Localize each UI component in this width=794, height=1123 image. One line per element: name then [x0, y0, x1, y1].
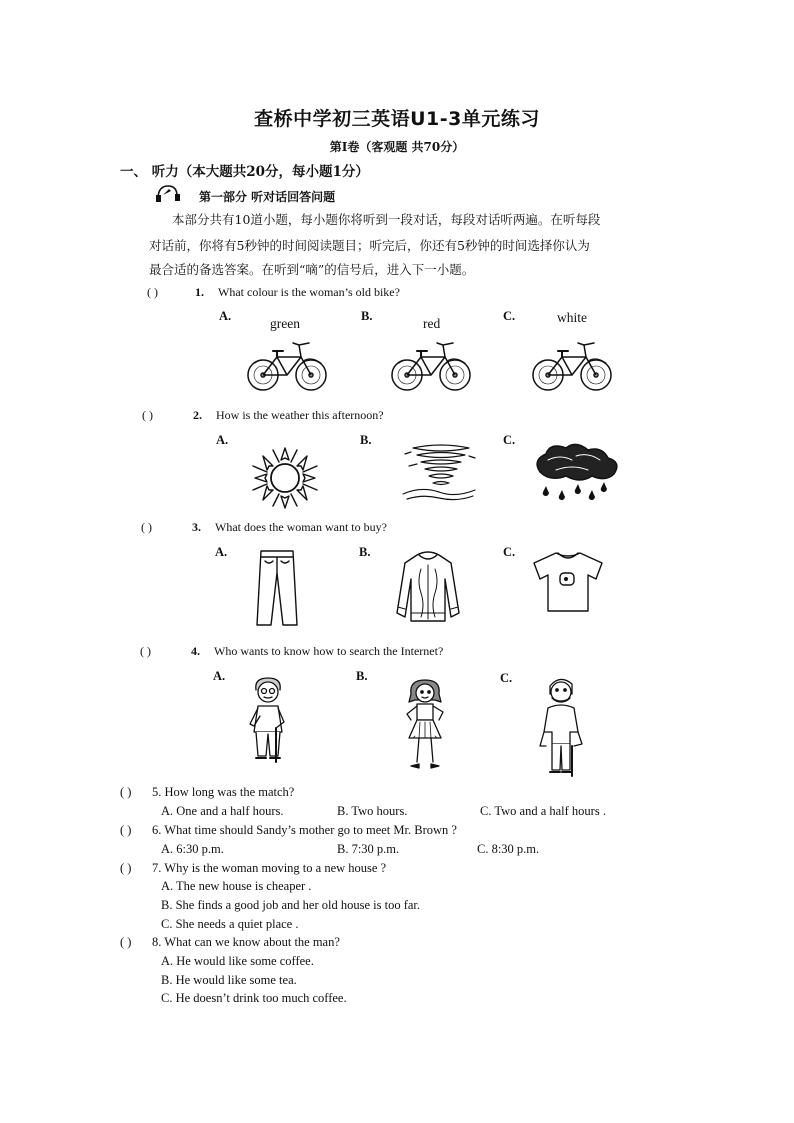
part-heading: 第一部分 听对话回答问题	[199, 190, 336, 204]
answer-option: C. 8:30 p.m.	[477, 842, 540, 856]
answer-blank[interactable]: ( )	[140, 644, 151, 658]
old-man-icon	[538, 674, 584, 778]
option-letter: A.	[219, 309, 232, 323]
tornado-icon	[403, 442, 477, 502]
section-heading: 一、 听力（本大题共20分，每小题1分）	[120, 164, 369, 180]
rain-cloud-icon	[532, 442, 622, 500]
question-text: 5. How long was the match?	[152, 785, 295, 799]
bicycle-icon	[247, 337, 327, 393]
answer-option: B. 7:30 p.m.	[337, 842, 400, 856]
answer-option: B. Two hours.	[337, 804, 408, 818]
question-number: 1.	[195, 285, 204, 299]
answer-option: A. 6:30 p.m.	[161, 842, 224, 856]
headphones-icon	[155, 183, 183, 203]
answer-blank[interactable]: ( )	[120, 785, 132, 799]
old-woman-icon	[246, 676, 292, 764]
answer-option: A. One and a half hours.	[161, 804, 284, 818]
option-letter: A.	[216, 433, 229, 447]
option-letter: A.	[213, 669, 226, 683]
answer-option: B. He would like some tea.	[161, 973, 297, 987]
question-text: Who wants to know how to search the Internet?	[214, 644, 444, 658]
question-text: 6. What time should Sandy’s mother go to meet Mr. Brown ?	[152, 823, 457, 837]
answer-option: A. He would like some coffee.	[161, 954, 314, 968]
option-letter: B.	[359, 545, 371, 559]
question-text: 8. What can we know about the man?	[152, 935, 340, 949]
answer-option: C. Two and a half hours .	[480, 804, 606, 818]
option-letter: C.	[503, 309, 516, 323]
answer-blank[interactable]: ( )	[120, 823, 132, 837]
girl-icon	[401, 678, 449, 772]
option-word: green	[270, 316, 300, 331]
sun-icon	[247, 446, 323, 510]
question-number: 3.	[192, 520, 201, 534]
question-text: What colour is the woman’s old bike?	[218, 285, 400, 299]
instructions-line-3: 最合适的备选答案。在听到“嘀”的信号后，进入下一小题。	[149, 262, 475, 277]
option-letter: B.	[361, 309, 373, 323]
answer-blank[interactable]: ( )	[142, 408, 153, 422]
option-letter: C.	[503, 545, 516, 559]
answer-blank[interactable]: ( )	[141, 520, 152, 534]
paper-subtitle: 第Ⅰ卷（客观题 共70分）	[329, 140, 465, 154]
answer-blank[interactable]: ( )	[120, 935, 132, 949]
sweater-icon	[395, 549, 461, 625]
instructions-line-1: 本部分共有10道小题，每小题你将听到一段对话，每段对话听两遍。在听每段	[172, 212, 601, 227]
tshirt-icon	[530, 549, 606, 615]
option-letter: C.	[500, 671, 513, 685]
option-word: white	[557, 310, 587, 325]
answer-option: C. She needs a quiet place .	[161, 917, 299, 931]
bicycle-icon	[532, 337, 612, 393]
answer-blank[interactable]: ( )	[147, 285, 158, 299]
bicycle-icon	[391, 337, 471, 393]
question-number: 4.	[191, 644, 200, 658]
option-letter: A.	[215, 545, 228, 559]
answer-blank[interactable]: ( )	[120, 861, 132, 875]
answer-option: B. She finds a good job and her old house is too far.	[161, 898, 420, 912]
instructions-line-2: 对话前，你将有5秒钟的时间阅读题目；听完后，你还有5秒钟的时间选择你认为	[149, 238, 590, 253]
answer-option: C. He doesn’t drink too much coffee.	[161, 991, 347, 1005]
question-text: How is the weather this afternoon?	[216, 408, 384, 422]
question-text: What does the woman want to buy?	[215, 520, 387, 534]
option-letter: C.	[503, 433, 516, 447]
option-word: red	[423, 316, 441, 331]
option-letter: B.	[356, 669, 368, 683]
trousers-icon	[255, 549, 299, 627]
answer-option: A. The new house is cheaper .	[161, 879, 312, 893]
question-text: 7. Why is the woman moving to a new house ?	[152, 861, 387, 875]
question-number: 2.	[193, 408, 202, 422]
option-letter: B.	[360, 433, 372, 447]
page-title: 查桥中学初三英语U1-3单元练习	[254, 108, 540, 130]
